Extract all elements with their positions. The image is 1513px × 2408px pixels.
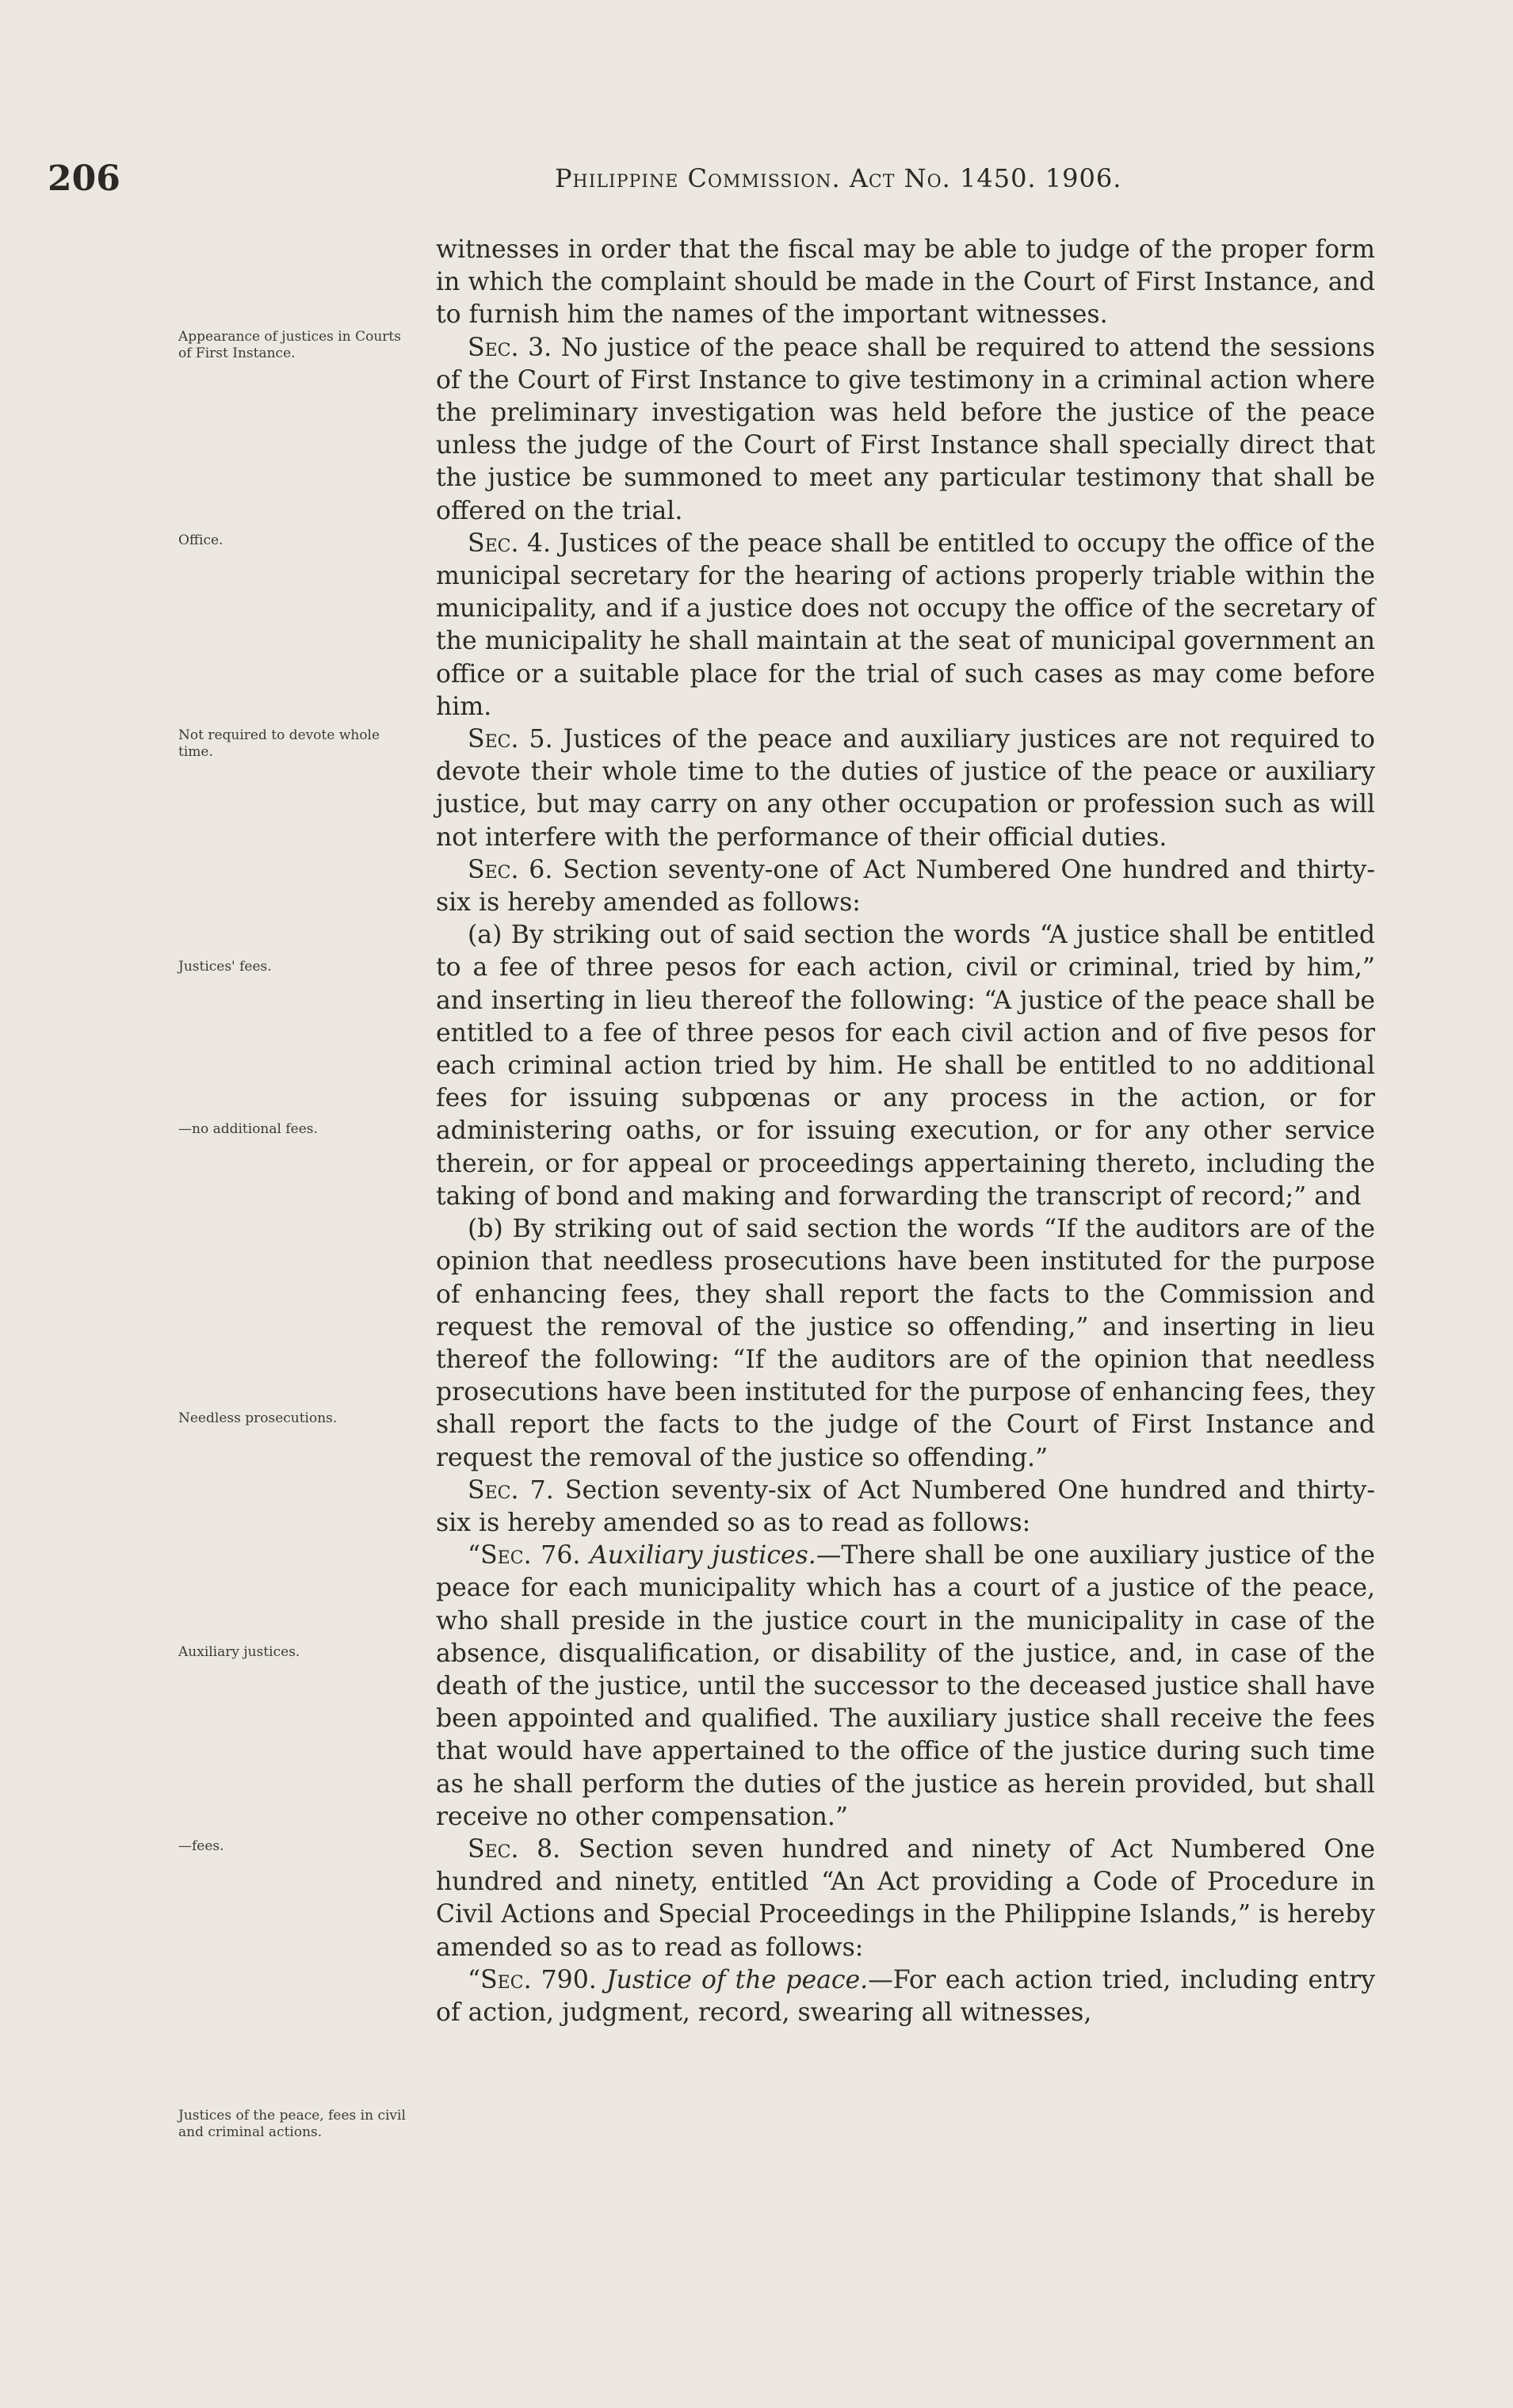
paragraph: Sec. 3. No justice of the peace shall be required to attend the sessions of the Court of First Instance to give testimony in a criminal action where the preliminary investigation was held before the justice of the peace unless the judge of the Court of First Instance shall specially direct that the justice be summoned to meet any particular testimony that shall be offered on the trial. (436, 333, 1375, 525)
section-label: Sec. 5. (468, 725, 564, 754)
page-header (48, 158, 1465, 206)
margin-note: —fees. (178, 1838, 224, 1854)
section-title: Auxiliary justices. (590, 1541, 816, 1570)
paragraph: Sec. 5. Justices of the peace and auxiliary justices are not required to devote their whole time to the duties of justice of the peace or auxiliary justice, but may carry on any other occupation or profession such as will not interfere with the performance of their official duties. (436, 725, 1375, 852)
section-label: “Sec. 76. (468, 1541, 590, 1570)
margin-note: —no additional fees. (178, 1121, 318, 1137)
paragraph: Sec. 8. Section seven hundred and ninety of Act Numbered One hundred and ninety, entitled “An Act providing a Code of Procedure in Civil Actions and Special Proceedings in the Philippine Islands,” is hereby amended so as to read as follows: (436, 1834, 1375, 1962)
paragraph: Sec. 6. Section seventy-one of Act Numbered One hundred and thirty-six is hereby amended as follows: (436, 855, 1375, 918)
paragraph: “Sec. 76. Auxiliary justices.—There shall be one auxiliary justice of the peace for each municipality which has a court of a justice of the peace, who shall preside in the justice court in the municipality in case of the absence, disqualification, or disability of the justice, and, in case of the death of the justice, until the successor to the deceased justice shall have been appointed and qualified. The auxiliary justice shall receive the fees that would have appertained to the office of the justice during such time as he shall perform the duties of the justice as herein provided, but shall receive no other compensation.” (436, 1541, 1375, 1831)
section-label: Sec. 3. (468, 333, 561, 362)
margin-note: Not required to devote whole time. (178, 727, 380, 760)
paragraph: witnesses in order that the fiscal may be able to judge of the proper form in which the complaint should be made in the Court of First Instance, and to furnish him the names of the important witnesses. (436, 235, 1375, 330)
clause-label: (b) (468, 1215, 513, 1244)
section-label: Sec. 4. (468, 529, 560, 558)
margin-note: Auxiliary justices. (178, 1644, 300, 1660)
paragraph: Sec. 7. Section seventy-six of Act Numbered One hundred and thirty-six is hereby amended so as to read as follows: (436, 1475, 1375, 1537)
margin-note: Justices' fees. (178, 959, 272, 975)
paragraph: (a) By striking out of said section the words “A justice shall be entitled to a fee of three pesos for each action, civil or criminal, tried by him,” and inserting in lieu thereof the following: “A justice of the peace shall be entitled to a fee of three pesos for each civil action and of five pesos for each criminal action tried by him. He shall be entitled to no additional fees for issuing subpœnas or any process in the action, or for administering oaths, or for issuing execution, or for any other service therein, or for appeal or proceedings appertaining thereto, including the taking of bond and making and forwarding the transcript of record;” and (436, 921, 1375, 1211)
paragraph: (b) By striking out of said section the words “If the auditors are of the opinion that needless prosecutions have been instituted for the purpose of enhancing fees, they shall report the facts to the Commission and request the removal of the justice so offending,” and inserting in lieu thereof the following: “If the auditors are of the opinion that needless prosecutions have been instituted for the purpose of enhancing fees, they shall report the facts to the judge of the Court of First Instance and request the removal of the justice so offending.” (436, 1215, 1375, 1472)
section-label: Sec. 8. (468, 1834, 579, 1864)
section-title: Justice of the peace. (606, 1965, 869, 1994)
clause-label: (a) (468, 921, 511, 950)
body-text (436, 234, 1375, 2029)
page-number: 206 (48, 158, 120, 199)
paragraph: Sec. 4. Justices of the peace shall be entitled to occupy the office of the municipal secretary for the hearing of actions properly triable within the municipality, and if a justice does not occupy the office of the secretary of the municipality he shall maintain at the seat of municipal government an office or a suitable place for the trial of such cases as may come before him. (436, 529, 1375, 721)
section-label: Sec. 7. (468, 1475, 565, 1505)
section-label: Sec. 6. (468, 855, 564, 884)
margin-note: Justices of the peace, fees in civil and criminal actions. (178, 2108, 406, 2140)
margin-note: Office. (178, 532, 224, 548)
margin-note: Needless prosecutions. (178, 1410, 338, 1426)
running-head: Philippine Commission. Act No. 1450. 1906. (555, 163, 1122, 193)
margin-note: Appearance of justices in Courts of First Instance. (178, 329, 401, 361)
section-label: “Sec. 790. (468, 1965, 606, 1994)
paragraph: “Sec. 790. Justice of the peace.—For each action tried, including entry of action, judgment, record, swearing all witnesses, (436, 1965, 1375, 2027)
